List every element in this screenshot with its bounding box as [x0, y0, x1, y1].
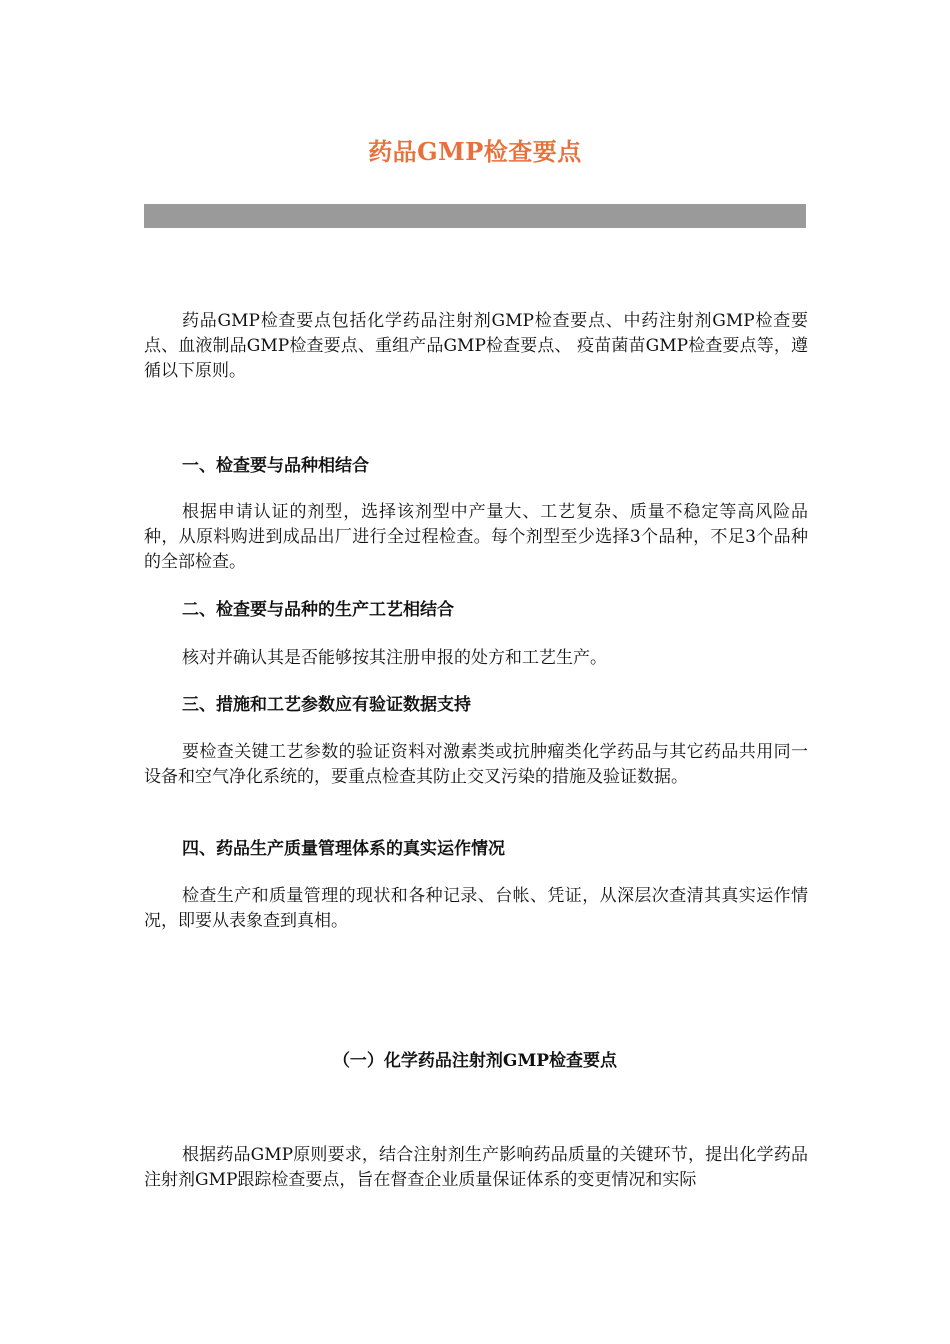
section-2-heading: 二、检查要与品种的生产工艺相结合	[182, 600, 454, 620]
document-title: 药品GMP检查要点	[368, 137, 582, 166]
intro-paragraph: 药品GMP检查要点包括化学药品注射剂GMP检查要点、中药注射剂GMP检查要点、血液制品GMP检查要点、重组产品GMP检查要点、 疫苗菌苗GMP检查要点等，遵循以下原则。	[144, 311, 808, 381]
section-2-body: 核对并确认其是否能够按其注册申报的处方和工艺生产。	[182, 648, 607, 668]
subsection-body: 根据药品GMP原则要求，结合注射剂生产影响药品质量的关键环节，提出化学药品注射剂GMP跟踪检查要点，旨在督查企业质量保证体系的变更情况和实际	[144, 1145, 808, 1190]
section-3-body: 要检查关键工艺参数的验证资料对激素类或抗肿瘤类化学药品与其它药品共用同一设备和空气净化系统的，要重点检查其防止交叉污染的措施及验证数据。	[144, 742, 808, 787]
section-1-body: 根据申请认证的剂型，选择该剂型中产量大、工艺复杂、质量不稳定等高风险品种，从原料购进到成品出厂进行全过程检查。每个剂型至少选择3个品种，不足3个品种的全部检查。	[144, 502, 808, 572]
section-3-heading: 三、措施和工艺参数应有验证数据支持	[182, 695, 471, 715]
subsection-title: （一）化学药品注射剂GMP检查要点	[332, 1051, 618, 1071]
section-1-heading: 一、检查要与品种相结合	[182, 456, 369, 476]
title-divider-bar	[144, 204, 806, 228]
section-4-heading: 四、药品生产质量管理体系的真实运作情况	[182, 839, 505, 859]
section-4-body: 检查生产和质量管理的现状和各种记录、台帐、凭证，从深层次查清其真实运作情况，即要从表象查到真相。	[144, 886, 808, 931]
